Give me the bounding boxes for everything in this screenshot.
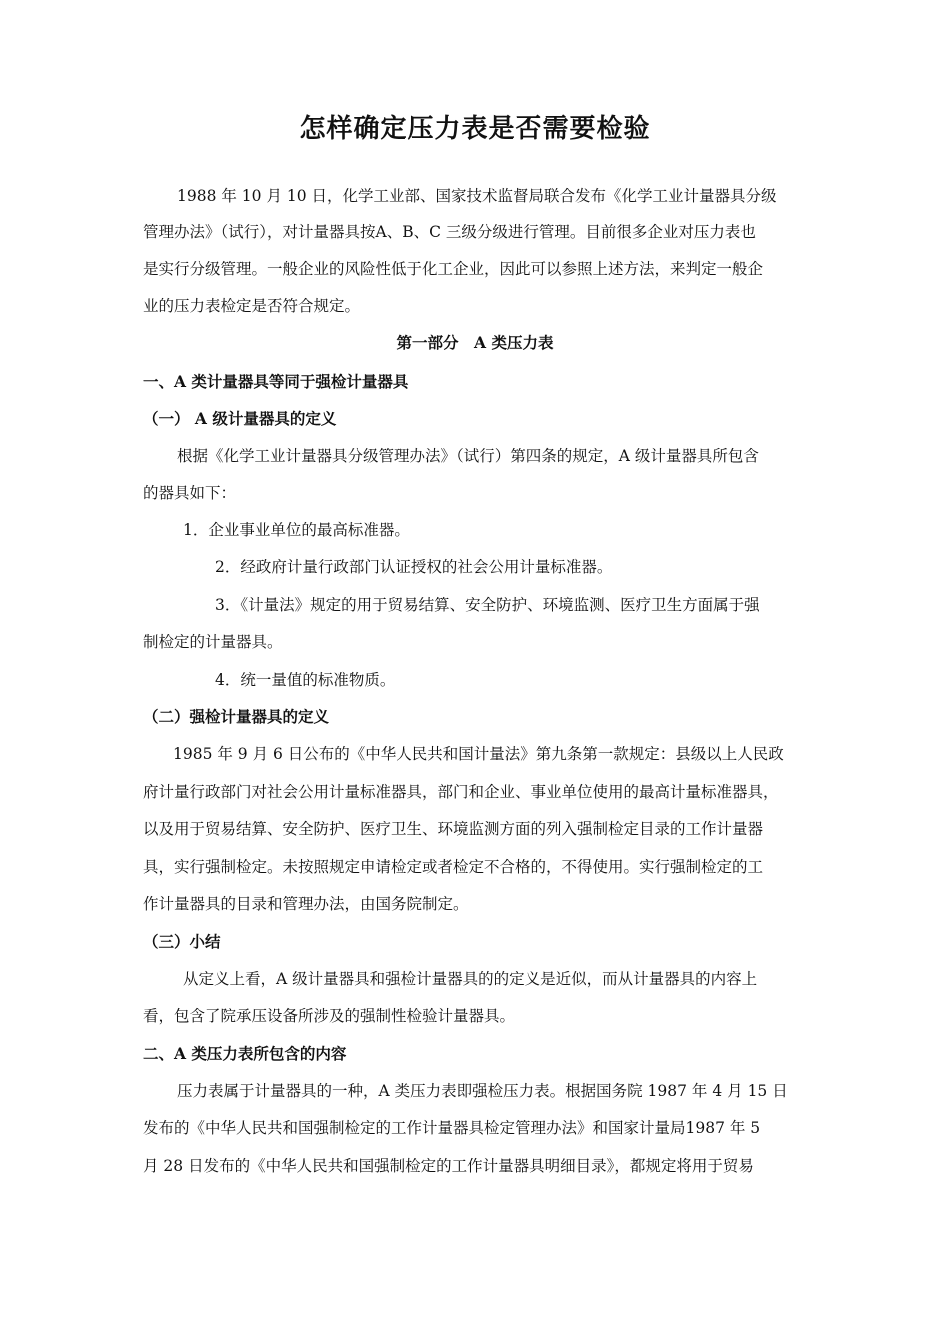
intro-line: 管理办法》（试行），对计量器具按A、B、C 三级分级进行管理。目前很多企业对压力表也 <box>143 223 756 241</box>
list-item: 1．企业事业单位的最高标准器。 <box>183 521 410 539</box>
subsection-heading: （三）小结 <box>143 932 221 951</box>
paragraph-line: 根据《化学工业计量器具分级管理办法》（试行）第四条的规定，A 级计量器具所包含 <box>177 447 759 465</box>
paragraph-line: 以及用于贸易结算、安全防护、医疗卫生、环境监测方面的列入强制检定目录的工作计量器 <box>143 820 764 838</box>
list-item-continuation: 制检定的计量器具。 <box>143 633 283 651</box>
paragraph-line: 府计量行政部门对社会公用计量标准器具，部门和企业、事业单位使用的最高计量标准器具， <box>143 783 779 801</box>
paragraph-line: 看，包含了院承压设备所涉及的强制性检验计量器具。 <box>143 1007 516 1025</box>
intro-line: 是实行分级管理。一般企业的风险性低于化工企业，因此可以参照上述方法，来判定一般企 <box>143 260 764 278</box>
document-title: 怎样确定压力表是否需要检验 <box>299 114 651 144</box>
section-heading: 二、A 类压力表所包含的内容 <box>143 1044 347 1063</box>
list-item: 4．统一量值的标准物质。 <box>215 671 396 689</box>
list-item: 2．经政府计量行政部门认证授权的社会公用计量标准器。 <box>215 558 613 576</box>
part-heading: 第一部分 A 类压力表 <box>396 333 554 352</box>
subsection-heading: （一） A 级计量器具的定义 <box>143 409 337 428</box>
intro-line: 业的压力表检定是否符合规定。 <box>143 297 361 315</box>
paragraph-line: 月 28 日发布的《中华人民共和国强制检定的工作计量器具明细目录》，都规定将用于贸易 <box>143 1157 754 1175</box>
paragraph-line: 压力表属于计量器具的一种，A 类压力表即强检压力表。根据国务院 1987 年 4 月 15 日 <box>177 1082 788 1100</box>
paragraph-line: 发布的《中华人民共和国强制检定的工作计量器具检定管理办法》和国家计量局1987 年 5 <box>143 1119 761 1137</box>
paragraph-line: 从定义上看，A 级计量器具和强检计量器具的的定义是近似，而从计量器具的内容上 <box>183 970 758 988</box>
list-item: 3．《计量法》规定的用于贸易结算、安全防护、环境监测、医疗卫生方面属于强 <box>215 596 760 614</box>
paragraph-line: 1985 年 9 月 6 日公布的《中华人民共和国计量法》第九条第一款规定：县级以上人民政 <box>173 745 784 763</box>
subsection-heading: （二）强检计量器具的定义 <box>143 707 330 726</box>
paragraph-line: 作计量器具的目录和管理办法，由国务院制定。 <box>143 895 469 913</box>
paragraph-line: 具，实行强制检定。未按照规定申请检定或者检定不合格的，不得使用。实行强制检定的工 <box>143 858 764 876</box>
section-heading: 一、A 类计量器具等同于强检计量器具 <box>143 372 409 391</box>
paragraph-line: 的器具如下： <box>143 484 237 502</box>
intro-line: 1988 年 10 月 10 日，化学工业部、国家技术监督局联合发布《化学工业计量器具分级 <box>177 187 777 205</box>
